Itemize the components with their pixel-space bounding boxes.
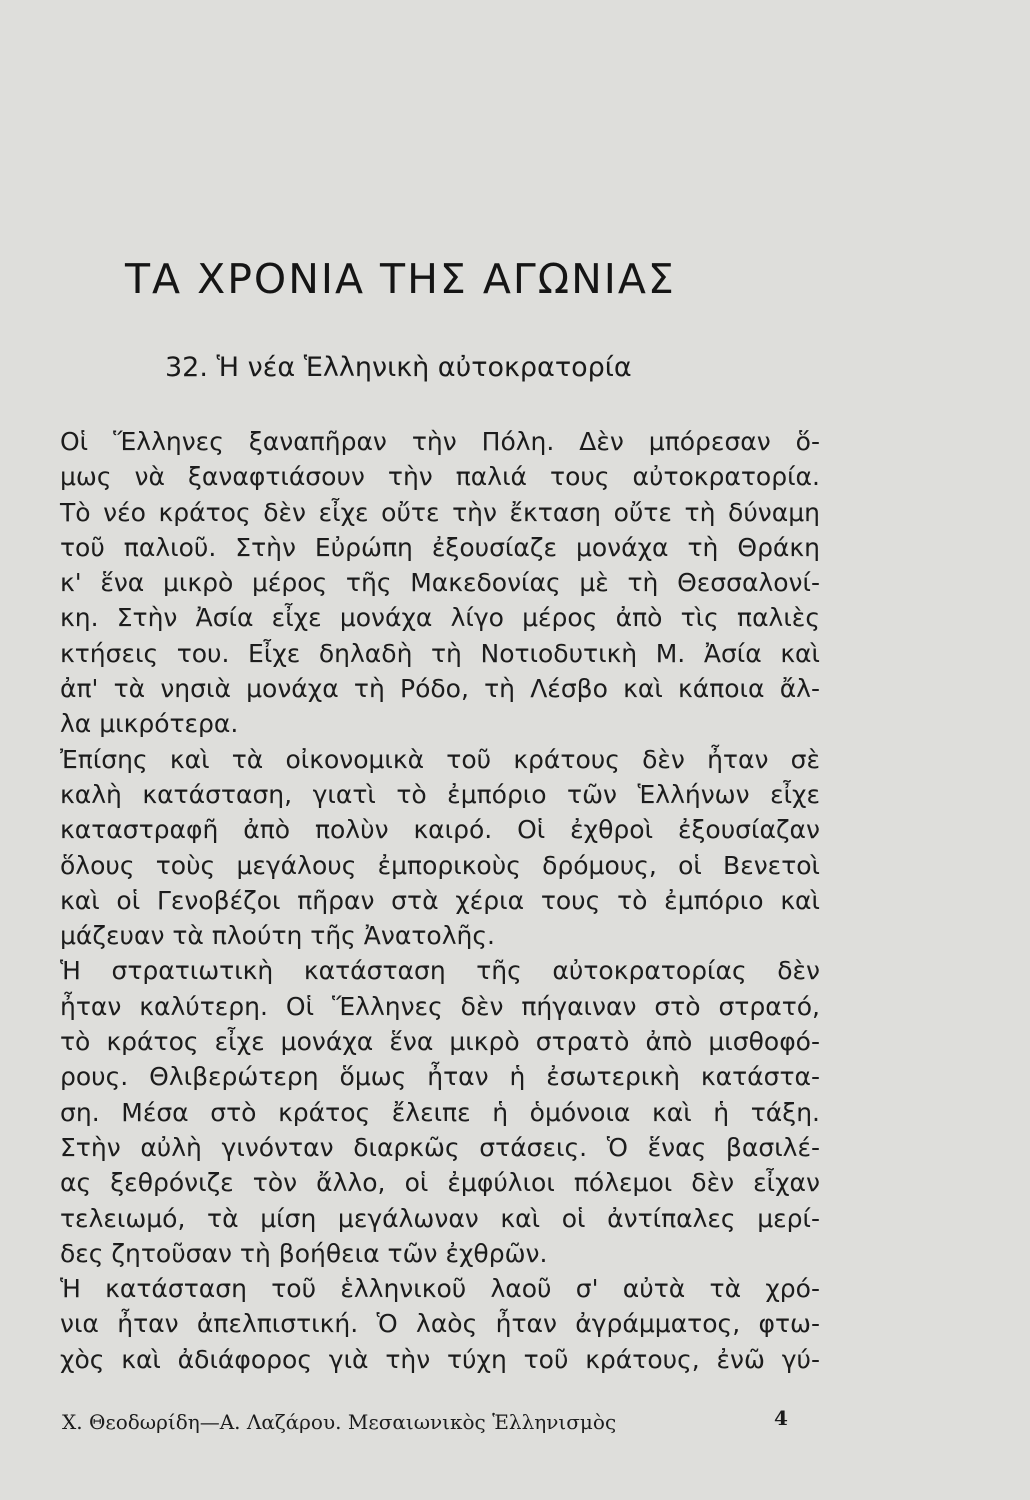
text-line: κη. Στὴν Ἀσία εἶχε μονάχα λίγο μέρος ἀπὸ τὶς παλιὲς <box>60 603 820 633</box>
chapter-title: ΤΑ ΧΡΟΝΙΑ ΤΗΣ ΑΓΩΝΙΑΣ <box>125 255 676 303</box>
text-line: Ἐπίσης καὶ τὰ οἰκονομικὰ τοῦ κράτους δὲν ἦταν σὲ <box>60 744 820 774</box>
text-line: καταστραφῆ ἀπὸ πολὺν καιρό. Οἱ ἐχθροὶ ἐξουσίαζαν <box>60 815 820 845</box>
text-line: Οἱ Ἕλληνες ξαναπῆραν τὴν Πόλη. Δὲν μπόρεσαν ὅ- <box>60 427 820 456</box>
text-line: Ἡ κατάσταση τοῦ ἑλληνικοῦ λαοῦ σ' αὐτὰ τὰ χρό- <box>60 1274 820 1304</box>
text-line: ρους. Θλιβερώτερη ὅμως ἦταν ἡ ἐσωτερικὴ κατάστα- <box>60 1062 820 1092</box>
text-line: Ἡ στρατιωτικὴ κατάσταση τῆς αὐτοκρατορίας δὲν <box>60 956 820 986</box>
text-line: Στὴν αὐλὴ γινόνταν διαρκῶς στάσεις. Ὁ ἕνας βασιλέ- <box>60 1132 820 1162</box>
footer-credit: Χ. Θεοδωρίδη—Α. Λαζάρου. Μεσαιωνικὸς Ἑλληνισμὸς <box>62 1410 617 1434</box>
text-line: κ' ἕνα μικρὸ μέρος τῆς Μακεδονίας μὲ τὴ Θεσσαλονί- <box>60 568 820 598</box>
text-line: ση. Μέσα στὸ κράτος ἔλειπε ἡ ὁμόνοια καὶ ἡ τάξη. <box>60 1097 820 1127</box>
text-line: Τὸ νέο κράτος δὲν εἶχε οὔτε τὴν ἔκταση οὔτε τὴ δύναμη <box>60 497 820 527</box>
text-line: μως νὰ ξαναφτιάσουν τὴν παλιά τους αὐτοκρατορία. <box>60 462 820 492</box>
text-line: τὸ κράτος εἶχε μονάχα ἕνα μικρὸ στρατὸ ἀπὸ μισθοφό- <box>60 1027 820 1057</box>
text-line: ας ξεθρόνιζε τὸν ἄλλο, οἱ ἐμφύλιοι πόλεμοι δὲν εἶχαν <box>60 1168 820 1198</box>
text-line: δες ζητοῦσαν τὴ βοήθεια τῶν ἐχθρῶν. <box>60 1238 548 1268</box>
text-line: κτήσεις του. Εἶχε δηλαδὴ τὴ Νοτιοδυτικὴ Μ. Ἀσία καὶ <box>60 638 820 668</box>
text-line: καὶ οἱ Γενοβέζοι πῆραν στὰ χέρια τους τὸ ἐμπόριο καὶ <box>60 885 820 915</box>
text-line: ἀπ' τὰ νησιὰ μονάχα τὴ Ρόδο, τὴ Λέσβο καὶ κάποια ἄλ- <box>60 674 820 704</box>
text-line: ὅλους τοὺς μεγάλους ἐμπορικοὺς δρόμους, οἱ Βενετοὶ <box>60 850 820 880</box>
text-line: χὸς καὶ ἀδιάφορος γιὰ τὴν τύχη τοῦ κράτους, ἐνῶ γύ- <box>60 1344 820 1374</box>
body-text <box>60 424 820 1377</box>
text-line: μάζευαν τὰ πλούτη τῆς Ἀνατολῆς. <box>60 921 495 951</box>
text-line: τελειωμό, τὰ μίση μεγάλωναν καὶ οἱ ἀντίπαλες μερί- <box>60 1203 820 1233</box>
text-line: τοῦ παλιοῦ. Στὴν Εὐρώπη ἐξουσίαζε μονάχα τὴ Θράκη <box>60 532 820 562</box>
text-line: λα μικρότερα. <box>60 709 239 739</box>
page-number: 4 <box>774 1406 788 1430</box>
text-line: καλὴ κατάσταση, γιατὶ τὸ ἐμπόριο τῶν Ἑλλήνων εἶχε <box>60 779 820 809</box>
text-line: ἦταν καλύτερη. Οἱ Ἕλληνες δὲν πήγαιναν στὸ στρατό, <box>60 991 820 1021</box>
section-heading: 32. Ἡ νέα Ἑλληνικὴ αὐτοκρατορία <box>165 352 632 383</box>
text-line: νια ἦταν ἀπελπιστική. Ὁ λαὸς ἦταν ἀγράμματος, φτω- <box>60 1309 820 1339</box>
